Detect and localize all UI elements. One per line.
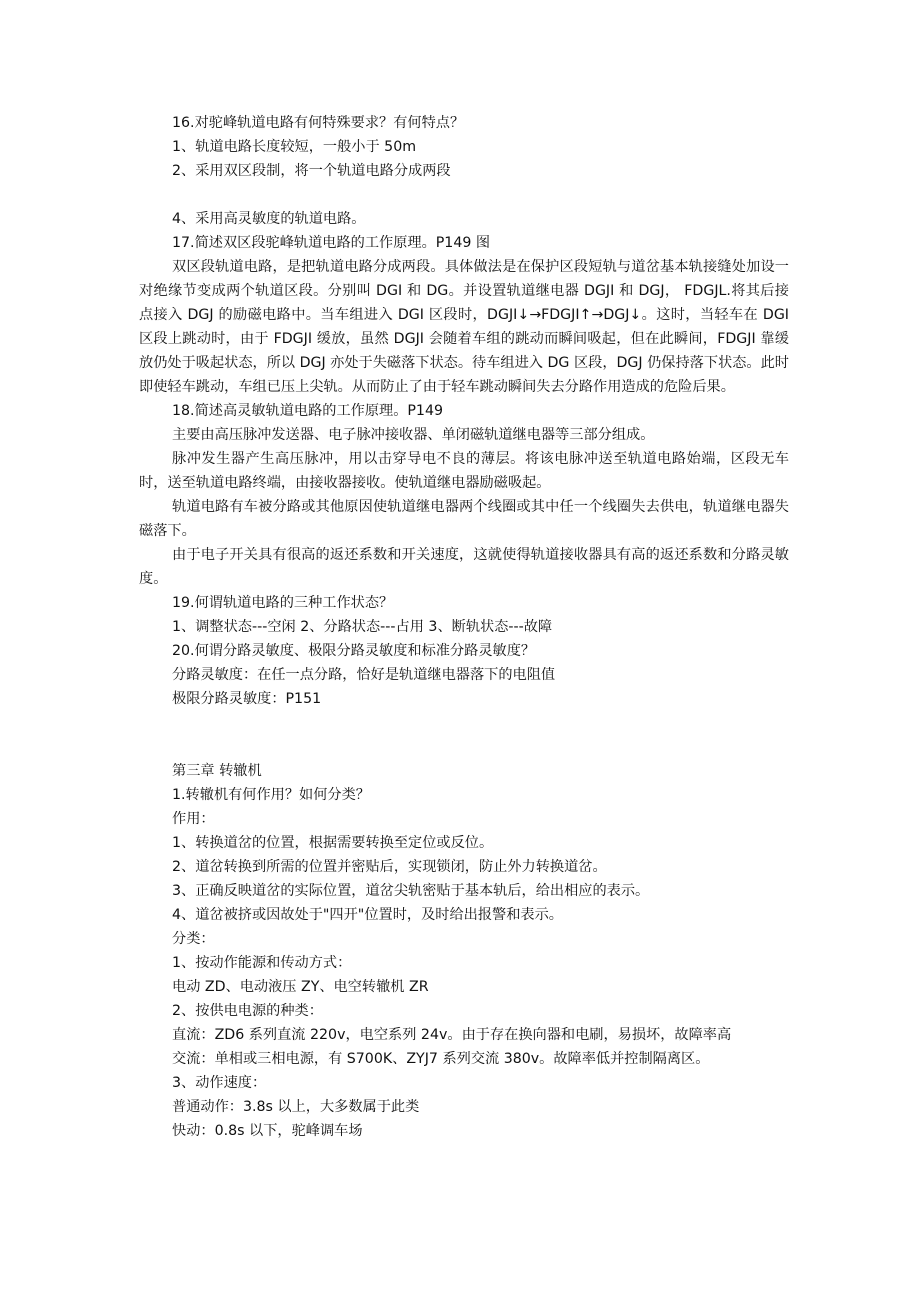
function-label: 作用： bbox=[172, 811, 215, 827]
classification-item-2-ac: 交流：单相或三相电源，有 S700K、ZYJ7 系列交流 380v。故障率低并控制隔离区。 bbox=[172, 1051, 710, 1067]
answer-18-paragraph-4: 由于电子开关具有很高的返还系数和开关速度，这就使得轨道接收器具有高的返还系数和分路灵敏度。 bbox=[139, 547, 789, 587]
blank-line bbox=[139, 711, 789, 735]
classification-item-2: 2、按供电电源的种类： bbox=[172, 1003, 323, 1019]
function-item-3: 3、正确反映道岔的实际位置，道岔尖轨密贴于基本轨后，给出相应的表示。 bbox=[172, 883, 650, 899]
answer-18-paragraph-3: 轨道电路有车被分路或其他原因使轨道继电器两个线圈或其中任一个线圈失去供电，轨道继电器失磁落下。 bbox=[139, 499, 789, 539]
answer-20-definition: 分路灵敏度：在任一点分路，恰好是轨道继电器落下的电阻值 bbox=[172, 667, 556, 683]
question-1-heading: 1.转辙机有何作用？如何分类？ bbox=[172, 787, 370, 803]
answer-16-item-2: 2、采用双区段制，将一个轨道电路分成两段 bbox=[172, 163, 451, 179]
classification-item-3-normal: 普通动作：3.8s 以上，大多数属于此类 bbox=[172, 1099, 420, 1115]
blank-line bbox=[139, 735, 789, 759]
classification-item-1: 1、按动作能源和传动方式： bbox=[172, 955, 352, 971]
classification-item-1-detail: 电动 ZD、电动液压 ZY、电空转辙机 ZR bbox=[172, 979, 429, 995]
answer-18-paragraph-2: 脉冲发生器产生高压脉冲，用以击穿导电不良的薄层。将该电脉冲送至轨道电路始端，区段无车时，送至轨道电路终端，由接收器接收。使轨道继电器励磁吸起。 bbox=[139, 451, 789, 491]
blank-line bbox=[139, 183, 789, 207]
chapter-3-title: 第三章 转辙机 bbox=[172, 763, 262, 779]
function-item-1: 1、转换道岔的位置，根据需要转换至定位或反位。 bbox=[172, 835, 494, 851]
answer-18-paragraph-1: 主要由高压脉冲发送器、电子脉冲接收器、单闭磁轨道继电器等三部分组成。 bbox=[172, 427, 655, 443]
classification-item-2-dc: 直流：ZD6 系列直流 220v，电空系列 24v。由于存在换向器和电刷，易损坏，故障率高 bbox=[172, 1027, 732, 1043]
question-19-heading: 19.何谓轨道电路的三种工作状态？ bbox=[172, 595, 394, 611]
answer-17-paragraph: 双区段轨道电路，是把轨道电路分成两段。具体做法是在保护区段短轨与道岔基本轨接缝处加设一对绝缘节变成两个轨道区段。分别叫 DGI 和 DG。并设置轨道继电器 DGJI 和 DGJ， FDGJL.将其后接点接入 DGJ 的励磁电路中。当车组进入 DGI 区段时，DGJI↓→FDGJI↑→DGJ↓。这时，当轻车在 DGI 区段上跳动时，由于 FDGJI 缓放，虽然 DGJI 会随着车组的跳动而瞬间吸起，但在此瞬间，FDGJI 靠缓放仍处于吸起状态，所以 DGJ 亦处于失磁落下状态。待车组进入 DG 区段，DGJ 仍保持落下状态。此时即使轻车跳动，车组已压上尖轨。从而防止了由于轻车跳动瞬间失去分路作用造成的危险后果。 bbox=[139, 259, 789, 395]
question-16-heading: 16.对驼峰轨道电路有何特殊要求？有何特点？ bbox=[172, 115, 465, 131]
question-20-heading: 20.何谓分路灵敏度、极限分路灵敏度和标准分路灵敏度？ bbox=[172, 643, 536, 659]
classification-item-3: 3、动作速度： bbox=[172, 1075, 267, 1091]
question-18-heading: 18.简述高灵敏轨道电路的工作原理。P149 bbox=[172, 403, 444, 419]
answer-16-item-1: 1、轨道电路长度较短，一般小于 50m bbox=[172, 139, 417, 155]
answer-20-limit: 极限分路灵敏度：P151 bbox=[172, 691, 322, 707]
classification-label: 分类： bbox=[172, 931, 215, 947]
function-item-4: 4、道岔被挤或因故处于"四开"位置时，及时给出报警和表示。 bbox=[172, 907, 563, 923]
document-body bbox=[139, 111, 789, 1143]
classification-item-3-fast: 快动：0.8s 以下，驼峰调车场 bbox=[172, 1123, 363, 1139]
function-item-2: 2、道岔转换到所需的位置并密贴后，实现锁闭，防止外力转换道岔。 bbox=[172, 859, 607, 875]
question-17-heading: 17.简述双区段驼峰轨道电路的工作原理。P149 图 bbox=[172, 235, 491, 251]
answer-16-item-4: 4、采用高灵敏度的轨道电路。 bbox=[172, 211, 366, 227]
answer-19: 1、调整状态---空闲 2、分路状态---占用 3、断轨状态---故障 bbox=[172, 619, 553, 635]
